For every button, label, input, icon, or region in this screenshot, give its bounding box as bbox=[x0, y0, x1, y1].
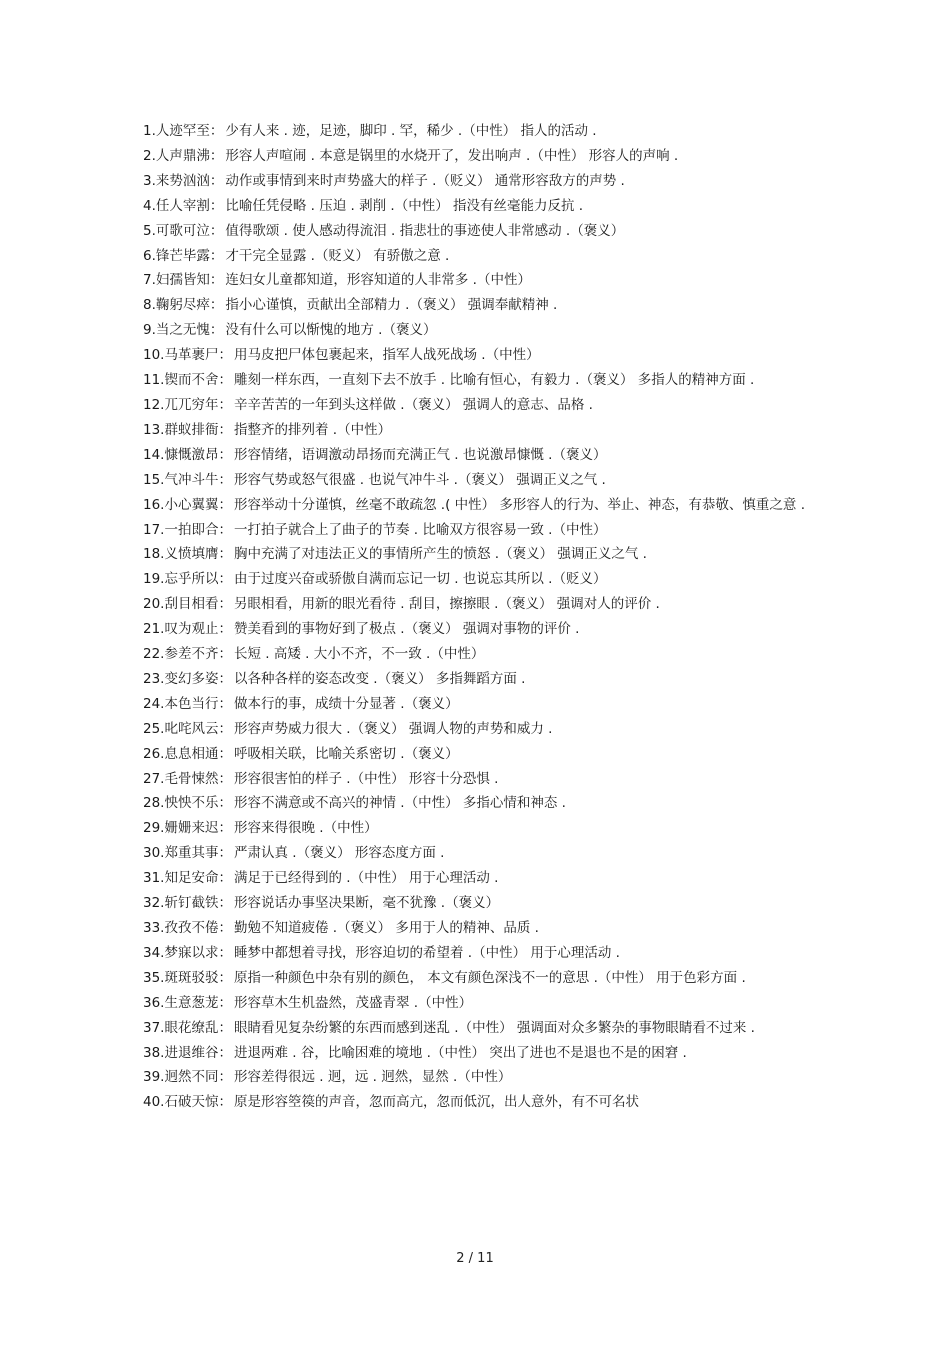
idiom-entry bbox=[143, 667, 808, 692]
entry-definition: 辛辛苦苦的一年到头这样做 .（褒义） 强调人的意志、品格 . bbox=[233, 396, 593, 413]
entry-definition: 少有人来 . 迹，足迹，脚印 . 罕，稀少 .（中性） 指人的活动 . bbox=[225, 123, 597, 139]
entry-definition: 长短 . 高矮 . 大小不齐，不一致 .（中性） bbox=[233, 646, 485, 663]
entry-term: 梦寐以求 bbox=[164, 944, 219, 961]
entry-term: 慷慨激昂 bbox=[164, 446, 219, 463]
entry-term: 石破天惊 bbox=[164, 1094, 219, 1111]
entry-colon: ： bbox=[218, 720, 232, 737]
entry-term: 小心翼翼 bbox=[164, 496, 219, 513]
entry-definition: 进退两难 . 谷，比喻困难的境地 .（中性） 突出了进也不是退也不是的困窘 . bbox=[233, 1044, 687, 1061]
entry-number: 32. bbox=[143, 895, 165, 912]
entry-colon: ： bbox=[218, 446, 232, 463]
entry-number: 16. bbox=[143, 496, 165, 513]
entry-number: 10. bbox=[143, 347, 165, 364]
idiom-entry bbox=[143, 393, 808, 418]
entry-definition: 形容很害怕的样子 .（中性） 形容十分恐惧 . bbox=[233, 770, 499, 787]
entry-definition: 胸中充满了对违法正义的事情所产生的愤怒 .（褒义） 强调正义之气 . bbox=[233, 546, 647, 563]
entry-number: 26. bbox=[143, 745, 165, 762]
entry-colon: ： bbox=[218, 521, 232, 538]
entry-term: 迥然不同 bbox=[164, 1069, 219, 1086]
entry-colon: ： bbox=[218, 820, 232, 837]
entry-number: 20. bbox=[143, 596, 165, 613]
idiom-entry bbox=[143, 891, 808, 916]
entry-number: 25. bbox=[143, 720, 165, 737]
entry-definition: 比喻任凭侵略 . 压迫 . 剥削 .（中性） 指没有丝毫能力反抗 . bbox=[225, 197, 584, 214]
entry-number: 23. bbox=[143, 670, 165, 687]
entry-number: 3. bbox=[143, 172, 156, 189]
entry-term: 息息相通 bbox=[164, 745, 219, 762]
entry-colon: ： bbox=[218, 471, 232, 488]
entry-colon: ： bbox=[218, 646, 232, 663]
entry-colon: ： bbox=[209, 297, 224, 314]
entry-definition: 形容举动十分谨慎，丝毫不敢疏忽 .( 中性） 多形容人的行为、举止、神态，有恭敬、慎重之意 . bbox=[233, 496, 805, 513]
idiom-entry bbox=[143, 169, 808, 194]
idiom-entry bbox=[143, 268, 808, 293]
entry-term: 气冲斗牛 bbox=[164, 471, 219, 488]
entry-colon: ： bbox=[218, 421, 232, 438]
entry-definition: 睡梦中都想着寻找，形容迫切的希望着 .（中性） 用于心理活动 . bbox=[233, 944, 620, 961]
entry-number: 1. bbox=[143, 123, 156, 139]
entry-definition: 形容气势或怒气很盛 . 也说气冲牛斗 .（褒义） 强调正义之气 . bbox=[233, 471, 606, 488]
entry-definition: 形容声势威力很大 .（褒义） 强调人物的声势和威力 . bbox=[233, 720, 553, 737]
entry-colon: ： bbox=[218, 895, 232, 912]
entry-number: 39. bbox=[143, 1069, 165, 1086]
idiom-entry bbox=[143, 791, 808, 816]
entry-colon: ： bbox=[218, 1044, 232, 1061]
entry-definition: 眼睛看见复杂纷繁的东西而感到迷乱 .（中性） 强调面对众多繁杂的事物眼睛看不过来 . bbox=[233, 1019, 755, 1036]
entry-number: 28. bbox=[143, 795, 165, 812]
entry-colon: ： bbox=[209, 147, 224, 164]
entry-term: 斑斑驳驳 bbox=[164, 969, 219, 986]
entry-definition: 原指一种颜色中杂有别的颜色， 本文有颜色深浅不一的意思 .（中性） 用于色彩方面 . bbox=[233, 969, 746, 986]
entry-term: 进退维谷 bbox=[164, 1044, 219, 1061]
entry-term: 可歌可泣 bbox=[155, 222, 210, 239]
entry-term: 马革裹尸 bbox=[164, 347, 219, 364]
entry-definition: 形容来得很晚 .（中性） bbox=[233, 820, 378, 837]
entry-number: 17. bbox=[143, 521, 165, 538]
entry-colon: ： bbox=[218, 1069, 232, 1086]
idiom-entry bbox=[143, 991, 808, 1016]
entry-term: 参差不齐 bbox=[164, 646, 219, 663]
entry-number: 27. bbox=[143, 770, 165, 787]
entry-colon: ： bbox=[218, 845, 232, 862]
entry-term: 当之无愧 bbox=[155, 322, 210, 339]
idiom-entry bbox=[143, 343, 808, 368]
idiom-entry bbox=[143, 941, 808, 966]
page-number: 2 / 11 bbox=[456, 1251, 494, 1266]
entry-number: 37. bbox=[143, 1019, 165, 1036]
entry-term: 毛骨悚然 bbox=[164, 770, 219, 787]
idiom-entry bbox=[143, 642, 808, 667]
entry-colon: ： bbox=[218, 870, 232, 887]
idiom-entry bbox=[143, 418, 808, 443]
entry-number: 40. bbox=[143, 1094, 165, 1111]
entry-colon: ： bbox=[218, 770, 232, 787]
entry-definition: 由于过度兴奋或骄傲自满而忘记一切 . 也说忘其所以 .（贬义） bbox=[233, 571, 607, 588]
entry-colon: ： bbox=[218, 396, 232, 413]
entry-number: 30. bbox=[143, 845, 165, 862]
entry-colon: ： bbox=[218, 944, 232, 961]
entry-number: 8. bbox=[143, 297, 156, 314]
entry-definition: 勤勉不知道疲倦 .（褒义） 多用于人的精神、品质 . bbox=[233, 920, 539, 936]
entry-term: 人声鼎沸 bbox=[155, 147, 210, 164]
idiom-entry bbox=[143, 119, 808, 144]
entry-number: 31. bbox=[143, 870, 165, 887]
entry-term: 兀兀穷年 bbox=[164, 396, 219, 413]
entry-definition: 原是形容箜篌的声音，忽而高亢，忽而低沉，出人意外，有不可名状 bbox=[233, 1094, 639, 1111]
idiom-entry bbox=[143, 219, 808, 244]
idiom-entry bbox=[143, 293, 808, 318]
entry-term: 群蚁排衙 bbox=[164, 421, 219, 438]
entry-definition: 指整齐的排列着 .（中性） bbox=[233, 421, 392, 438]
idiom-entry bbox=[143, 592, 808, 617]
entry-term: 叹为观止 bbox=[164, 621, 219, 638]
entry-definition: 用马皮把尸体包裹起来，指军人战死战场 .（中性） bbox=[233, 347, 540, 364]
idiom-entry bbox=[143, 368, 808, 393]
idiom-entry bbox=[143, 841, 808, 866]
idiom-entry bbox=[143, 144, 808, 169]
entry-number: 18. bbox=[143, 546, 165, 563]
entry-colon: ： bbox=[218, 969, 232, 986]
entry-term: 鞠躬尽瘁 bbox=[155, 297, 210, 314]
entry-number: 33. bbox=[143, 920, 165, 936]
entry-definition: 值得歌颂 . 使人感动得流泪 . 指悲壮的事迹使人非常感动 .（褒义） bbox=[225, 222, 625, 239]
entry-term: 变幻多姿 bbox=[164, 670, 219, 687]
entry-colon: ： bbox=[218, 920, 232, 936]
entry-term: 郑重其事 bbox=[164, 845, 219, 862]
entry-definition: 以各种各样的姿态改变 .（褒义） 多指舞蹈方面 . bbox=[233, 670, 526, 687]
idiom-entry bbox=[143, 194, 808, 219]
entry-number: 6. bbox=[143, 247, 156, 264]
idiom-entry bbox=[143, 742, 808, 767]
entry-colon: ： bbox=[218, 695, 232, 712]
idiom-entry bbox=[143, 493, 808, 518]
idiom-entry bbox=[143, 567, 808, 592]
entry-definition: 形容情绪，语调激动昂扬而充满正气 . 也说激昂慷慨 .（褒义） bbox=[233, 446, 607, 463]
entry-term: 妇孺皆知 bbox=[155, 272, 210, 289]
entry-colon: ： bbox=[209, 272, 224, 289]
entry-definition: 才干完全显露 .（贬义） 有骄傲之意 . bbox=[225, 247, 450, 264]
entry-colon: ： bbox=[218, 496, 232, 513]
entry-colon: ： bbox=[218, 571, 232, 588]
idiom-entry bbox=[143, 1041, 808, 1066]
entry-colon: ： bbox=[218, 621, 232, 638]
idiom-entry bbox=[143, 717, 808, 742]
entry-number: 13. bbox=[143, 421, 165, 438]
idiom-entry bbox=[143, 866, 808, 891]
entry-number: 29. bbox=[143, 820, 165, 837]
entry-term: 人迹罕至 bbox=[155, 123, 210, 139]
entry-term: 怏怏不乐 bbox=[164, 795, 219, 812]
entry-term: 本色当行 bbox=[164, 695, 219, 712]
entry-definition: 形容不满意或不高兴的神情 .（中性） 多指心情和神态 . bbox=[233, 795, 566, 812]
entry-definition: 呼吸相关联，比喻关系密切 .（褒义） bbox=[233, 745, 459, 762]
entry-number: 5. bbox=[143, 222, 156, 239]
entry-term: 义愤填膺 bbox=[164, 546, 219, 563]
entry-number: 35. bbox=[143, 969, 165, 986]
entry-colon: ： bbox=[218, 1019, 232, 1036]
entry-definition: 满足于已经得到的 .（中性） 用于心理活动 . bbox=[233, 870, 499, 887]
entry-number: 34. bbox=[143, 944, 165, 961]
idiom-entry bbox=[143, 542, 808, 567]
entry-number: 14. bbox=[143, 446, 165, 463]
entry-number: 11. bbox=[143, 372, 165, 389]
idiom-entry bbox=[143, 443, 808, 468]
entry-definition: 一打拍子就合上了曲子的节奏 . 比喻双方很容易一致 .（中性） bbox=[233, 521, 607, 538]
idiom-entry bbox=[143, 816, 808, 841]
entry-number: 21. bbox=[143, 621, 165, 638]
entry-definition: 形容人声喧闹 . 本意是锅里的水烧开了，发出响声 .（中性） 形容人的声响 . bbox=[225, 147, 679, 164]
idiom-entry bbox=[143, 244, 808, 269]
entry-definition: 另眼相看，用新的眼光看待 . 刮目，擦擦眼 .（褒义） 强调对人的评价 . bbox=[233, 596, 660, 613]
entry-term: 一拍即合 bbox=[164, 521, 219, 538]
entry-term: 知足安命 bbox=[164, 870, 219, 887]
entry-colon: ： bbox=[209, 197, 224, 214]
entry-number: 9. bbox=[143, 322, 156, 339]
entry-term: 任人宰割 bbox=[155, 197, 210, 214]
entry-number: 12. bbox=[143, 396, 165, 413]
entry-number: 15. bbox=[143, 471, 165, 488]
entry-colon: ： bbox=[218, 670, 232, 687]
entry-definition: 形容差得很远 . 迥，远 . 迥然，显然 .（中性） bbox=[233, 1069, 512, 1086]
entry-definition: 严肃认真 .（褒义） 形容态度方面 . bbox=[233, 845, 445, 862]
entry-colon: ： bbox=[218, 994, 232, 1011]
entry-term: 斩钉截铁 bbox=[164, 895, 219, 912]
entry-number: 22. bbox=[143, 646, 165, 663]
idiom-entry bbox=[143, 1016, 808, 1041]
entry-term: 刮目相看 bbox=[164, 596, 219, 613]
entry-term: 锲而不舍 bbox=[164, 372, 219, 389]
entry-colon: ： bbox=[209, 247, 224, 264]
entry-term: 生意葱茏 bbox=[164, 994, 219, 1011]
idiom-entry bbox=[143, 966, 808, 991]
idiom-list bbox=[143, 119, 808, 1115]
entry-colon: ： bbox=[218, 745, 232, 762]
idiom-entry bbox=[143, 916, 808, 941]
idiom-entry bbox=[143, 1090, 808, 1115]
entry-definition: 形容说话办事坚决果断，毫不犹豫 .（褒义） bbox=[233, 895, 500, 912]
entry-colon: ： bbox=[218, 596, 232, 613]
entry-term: 姗姗来迟 bbox=[164, 820, 219, 837]
entry-colon: ： bbox=[218, 795, 232, 812]
entry-definition: 雕刻一样东西，一直刻下去不放手 . 比喻有恒心，有毅力 .（褒义） 多指人的精神方面 . bbox=[233, 372, 755, 389]
entry-colon: ： bbox=[209, 322, 224, 339]
entry-definition: 赞美看到的事物好到了极点 .（褒义） 强调对事物的评价 . bbox=[233, 621, 580, 638]
entry-number: 38. bbox=[143, 1044, 165, 1061]
entry-colon: ： bbox=[218, 347, 232, 364]
entry-term: 孜孜不倦 bbox=[164, 920, 219, 936]
idiom-entry bbox=[143, 518, 808, 543]
idiom-entry bbox=[143, 318, 808, 343]
idiom-entry bbox=[143, 1065, 808, 1090]
entry-number: 2. bbox=[143, 147, 156, 164]
entry-definition: 形容草木生机盎然，茂盛青翠 .（中性） bbox=[233, 994, 473, 1011]
entry-term: 叱咤风云 bbox=[164, 720, 219, 737]
entry-definition: 没有什么可以惭愧的地方 .（褒义） bbox=[225, 322, 437, 339]
idiom-entry bbox=[143, 767, 808, 792]
entry-definition: 做本行的事，成绩十分显著 .（褒义） bbox=[233, 695, 459, 712]
idiom-entry bbox=[143, 617, 808, 642]
entry-colon: ： bbox=[209, 172, 224, 189]
entry-colon: ： bbox=[218, 1094, 232, 1111]
idiom-entry bbox=[143, 692, 808, 717]
entry-colon: ： bbox=[218, 372, 232, 389]
entry-number: 4. bbox=[143, 197, 156, 214]
entry-definition: 连妇女儿童都知道，形容知道的人非常多 .（中性） bbox=[225, 272, 531, 289]
entry-colon: ： bbox=[209, 123, 224, 139]
entry-term: 忘乎所以 bbox=[164, 571, 219, 588]
entry-term: 来势汹汹 bbox=[155, 172, 210, 189]
entry-number: 36. bbox=[143, 994, 165, 1011]
entry-term: 锋芒毕露 bbox=[155, 247, 210, 264]
entry-number: 7. bbox=[143, 272, 156, 289]
entry-definition: 动作或事情到来时声势盛大的样子 .（贬义） 通常形容敌方的声势 . bbox=[225, 172, 625, 189]
entry-colon: ： bbox=[218, 546, 232, 563]
idiom-entry bbox=[143, 468, 808, 493]
entry-number: 19. bbox=[143, 571, 165, 588]
entry-term: 眼花缭乱 bbox=[164, 1019, 219, 1036]
entry-colon: ： bbox=[209, 222, 224, 239]
entry-number: 24. bbox=[143, 695, 165, 712]
entry-definition: 指小心谨慎，贡献出全部精力 .（褒义） 强调奉献精神 . bbox=[225, 297, 558, 314]
